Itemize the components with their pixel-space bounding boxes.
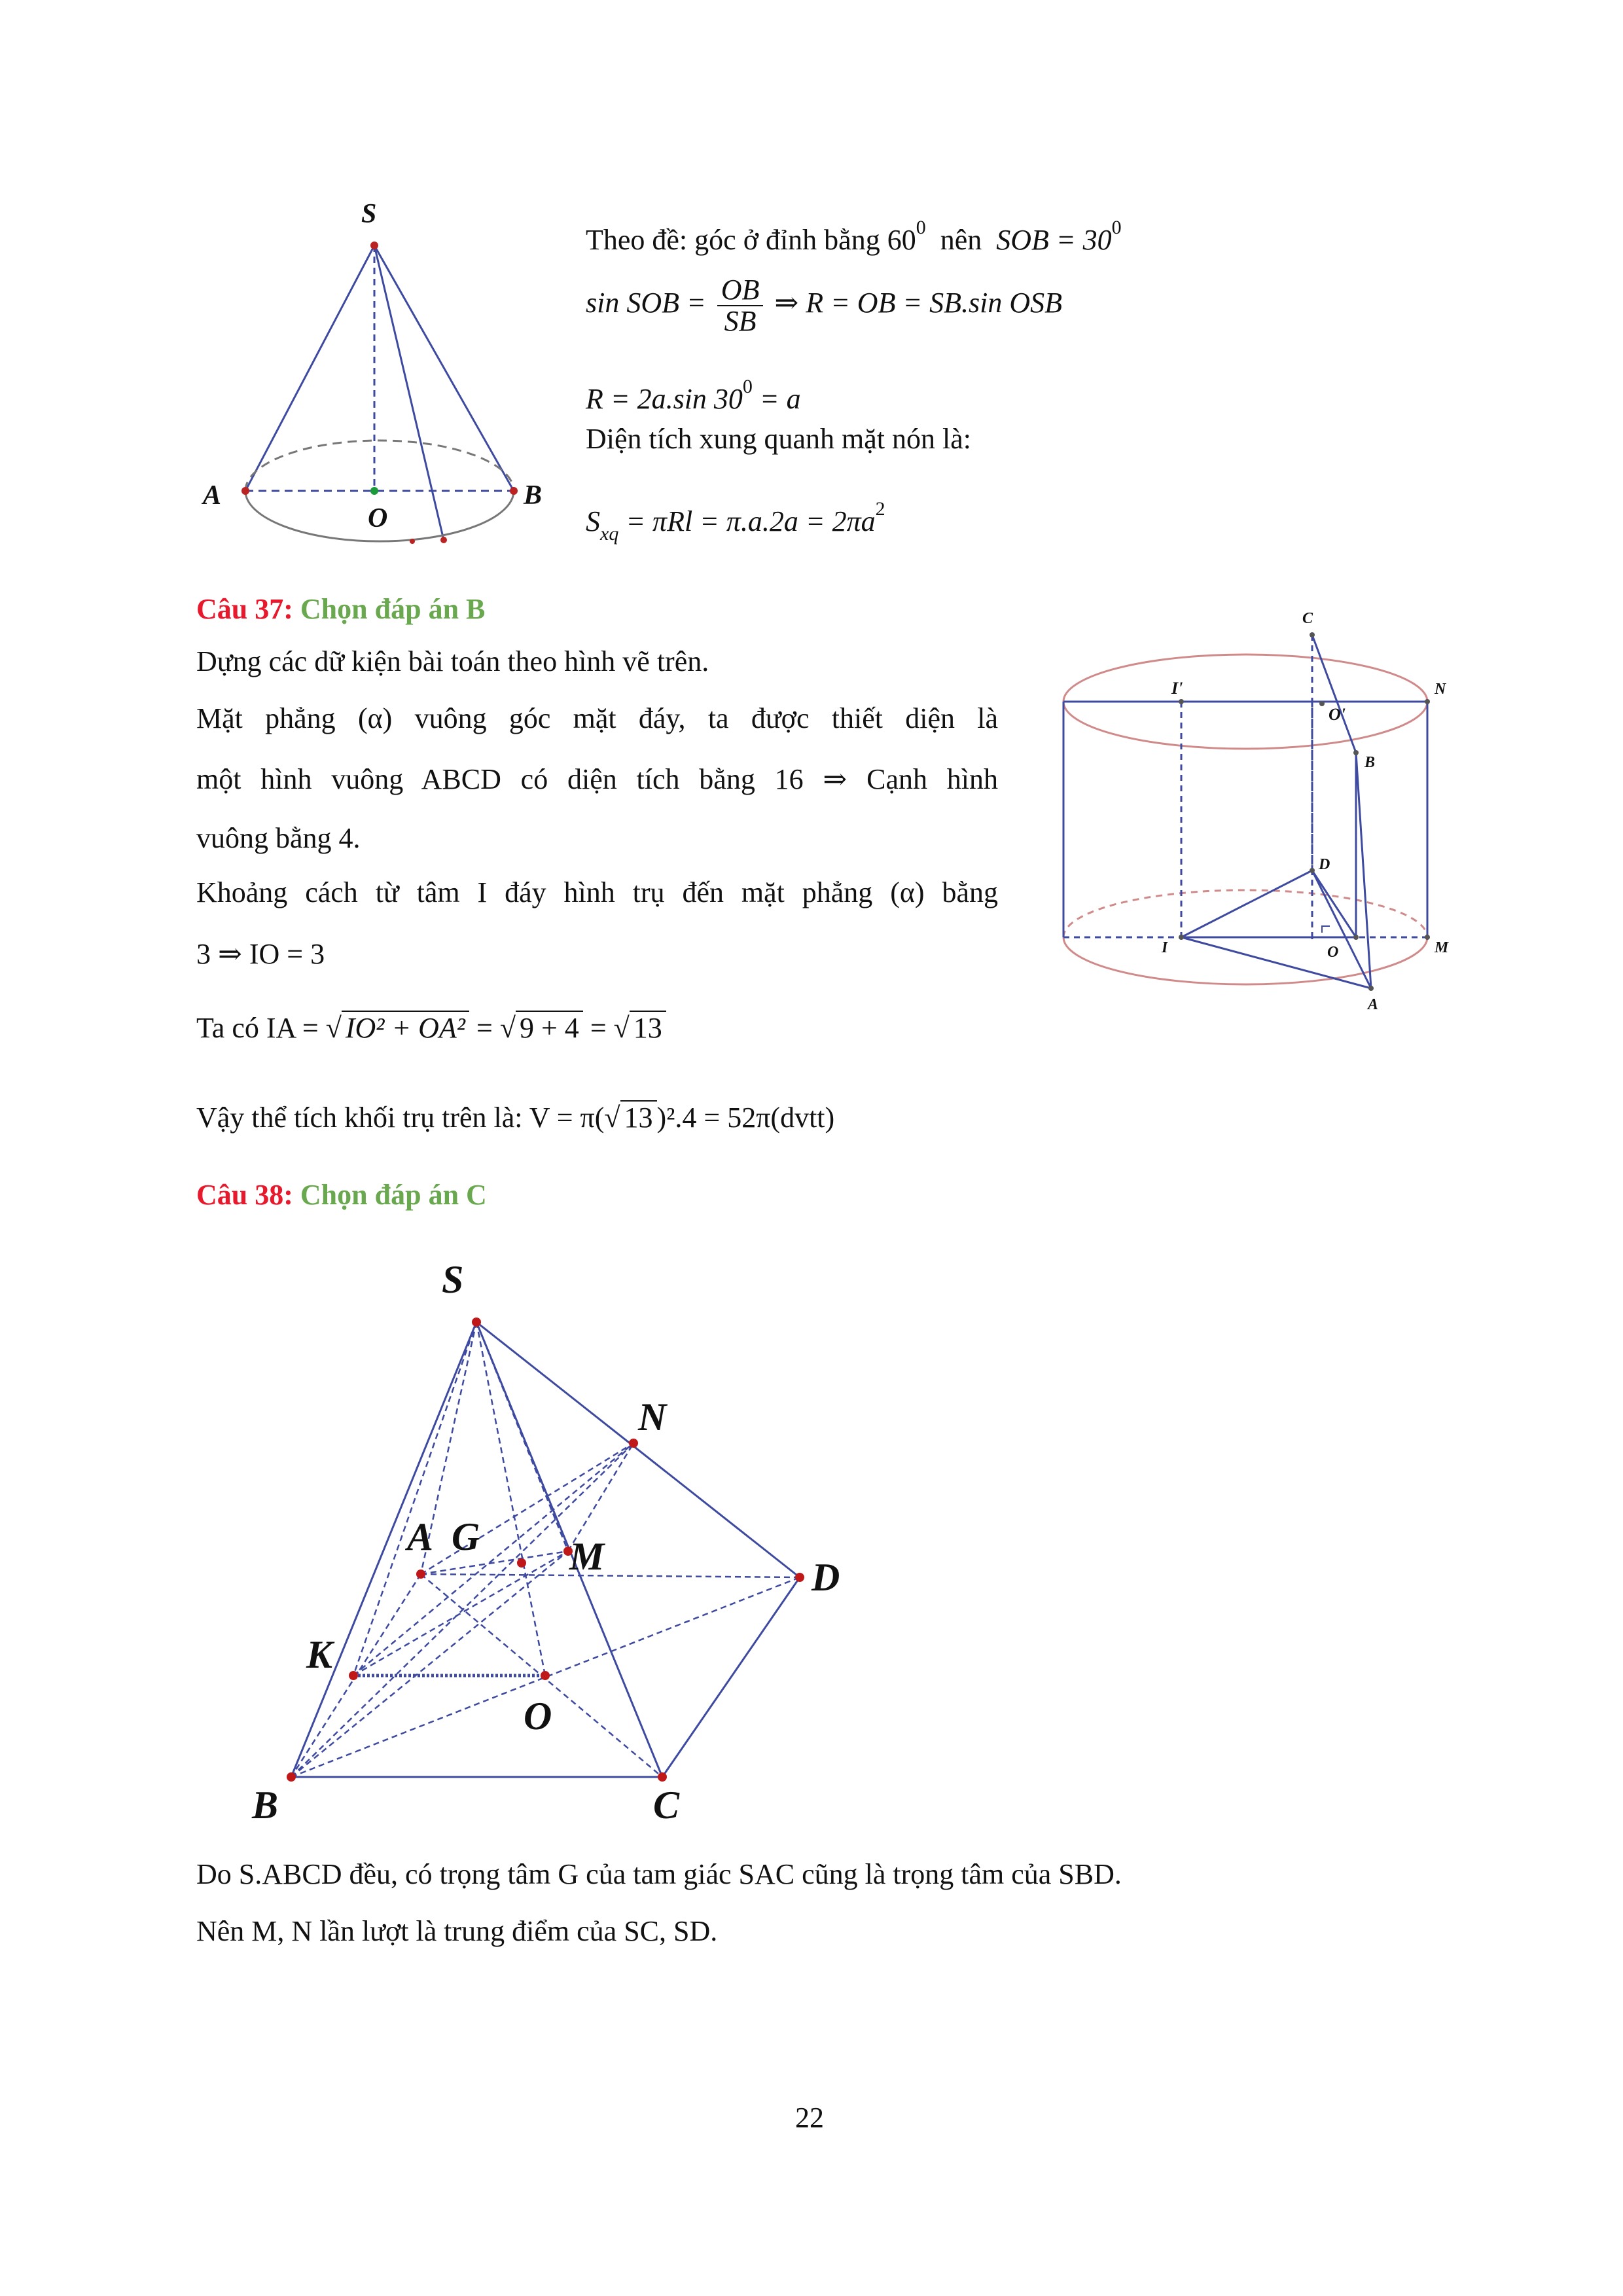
- q37-paragraph-4: vuông bằng 4.: [196, 822, 361, 854]
- q37-paragraph-8: Vậy thể tích khối trụ trên là: V = π(√ 13 )².4 = 52π(dvtt): [196, 1102, 835, 1134]
- pyr-label-g: G: [452, 1515, 480, 1558]
- q37-paragraph-1: Dựng các dữ kiện bài toán theo hình vẽ trên.: [196, 645, 709, 677]
- pyr-label-d: D: [812, 1556, 840, 1599]
- page-number: 22: [795, 2102, 824, 2134]
- fraction-ob-sb: $\frac{OB}{SB}$: [717, 275, 764, 336]
- q37-paragraph-2: Mặt phẳng (α) vuông góc mặt đáy, ta được thiết diện là: [196, 702, 998, 734]
- cyl-label-n: N: [1435, 681, 1446, 698]
- cone-line-3: R = 2a.sin $30^0 = a$: [586, 376, 801, 415]
- cyl-label-i-prime: I': [1171, 679, 1183, 698]
- q37-paragraph-7: Ta có IA = √ IO² + OA² = √ 9 + 4 = √ 13: [196, 1011, 666, 1045]
- q37-paragraph-6: 3 ⇒ IO = 3: [196, 938, 325, 970]
- cone-label-a: A: [203, 480, 222, 511]
- pyr-label-k: K: [306, 1633, 333, 1676]
- pyr-label-m: M: [569, 1535, 605, 1578]
- cone-line-1: Theo đề: góc ở đỉnh bằng $60^0$ nên SOB = $30^0$: [586, 217, 1122, 256]
- q38-paragraph-2: Nên M, N lần lượt là trung điểm của SC, SD.: [196, 1915, 718, 1947]
- cyl-label-c: C: [1302, 610, 1313, 627]
- cone-line-2: sin SOB = $\frac{OB}{SB}$ ⇒ R = OB = SB.sin OSB: [586, 274, 1063, 337]
- cyl-label-o-prime: O': [1329, 705, 1346, 724]
- pyr-label-c: C: [653, 1784, 680, 1827]
- cone-figure: [190, 190, 569, 556]
- q37-paragraph-3: một hình vuông ABCD có diện tích bằng 16 ⇒ Cạnh hình: [196, 763, 998, 795]
- cone-label-s: S: [361, 199, 377, 229]
- cyl-label-a: A: [1368, 996, 1379, 1013]
- pyr-label-b: B: [252, 1784, 279, 1827]
- pyr-label-o: O: [524, 1695, 552, 1738]
- pyr-label-a: A: [407, 1515, 434, 1558]
- q38-paragraph-1: Do S.ABCD đều, có trọng tâm G của tam giác SAC cũng là trọng tâm của SBD.: [196, 1858, 1122, 1890]
- cylinder-figure: [1047, 596, 1466, 1028]
- pyr-label-s: S: [442, 1258, 464, 1301]
- cone-line-5: $S_{xq} = \pi Rl = \pi.a.2a = 2\pi a^2$: [586, 498, 885, 545]
- q37-heading: Câu 37: Chọn đáp án B: [196, 593, 486, 625]
- cone-line-4: Diện tích xung quanh mặt nón là:: [586, 423, 971, 455]
- cyl-label-m: M: [1435, 939, 1449, 956]
- pyramid-figure: [236, 1244, 890, 1833]
- cyl-label-d: D: [1319, 856, 1330, 873]
- cone-label-b: B: [524, 480, 543, 511]
- q38-heading: Câu 38: Chọn đáp án C: [196, 1179, 487, 1211]
- cyl-label-i: I: [1162, 939, 1168, 956]
- q37-paragraph-5: Khoảng cách từ tâm I đáy hình trụ đến mặt phẳng (α) bằng: [196, 876, 998, 908]
- cyl-label-b: B: [1364, 754, 1376, 771]
- pyr-label-n: N: [638, 1395, 667, 1439]
- cone-label-o: O: [368, 503, 388, 533]
- cyl-label-o: O: [1327, 944, 1339, 961]
